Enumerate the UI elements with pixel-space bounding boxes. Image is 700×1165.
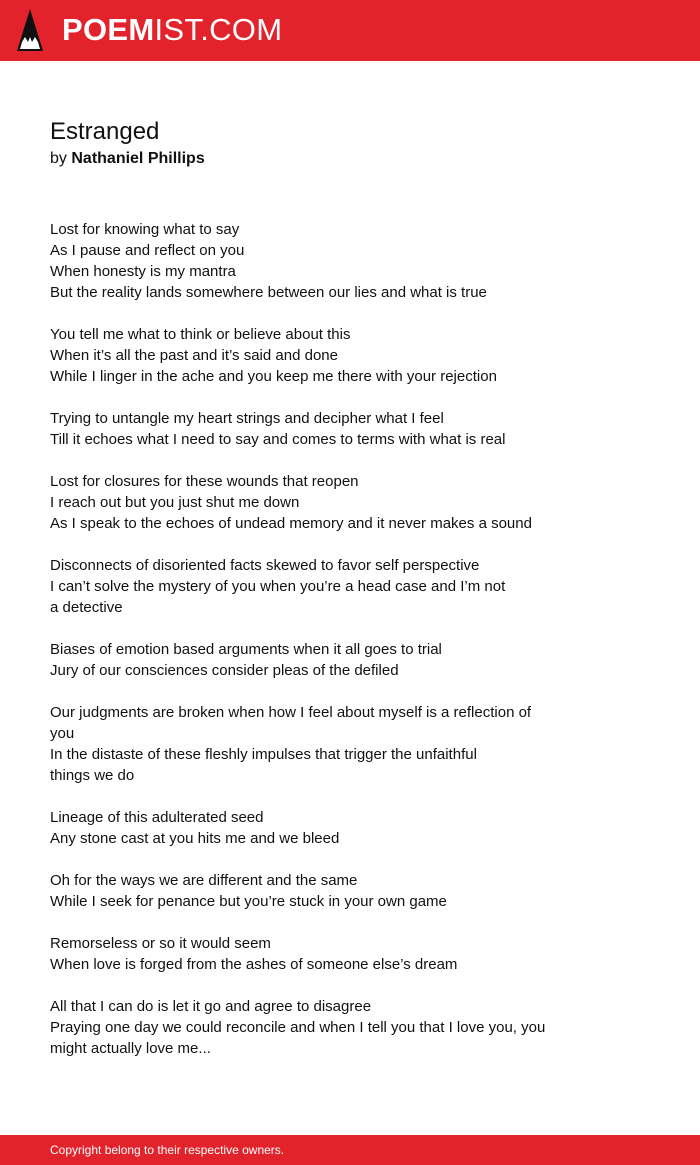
poem-stanza xyxy=(50,996,610,1059)
poem-line: While I linger in the ache and you keep me there with your rejection xyxy=(50,368,497,385)
poem-line: Till it echoes what I need to say and comes to terms with what is real xyxy=(50,431,506,448)
poem-line: a detective xyxy=(50,599,123,616)
poem-line: Remorseless or so it would seem xyxy=(50,935,271,952)
poem-line: Trying to untangle my heart strings and decipher what I feel xyxy=(50,410,444,427)
poem-line: As I speak to the echoes of undead memory and it never makes a sound xyxy=(50,515,532,532)
poem-author: Nathaniel Phillips xyxy=(71,150,205,167)
logo-bold-text: POEM xyxy=(62,12,155,47)
poem-body xyxy=(50,219,610,1080)
site-logo[interactable] xyxy=(62,12,282,48)
poem-stanza xyxy=(50,702,610,786)
poem-line: things we do xyxy=(50,767,135,784)
poem-line: might actually love me... xyxy=(50,1040,211,1057)
poem-line: Praying one day we could reconcile and when I tell you that I love you, you xyxy=(50,1019,546,1036)
poem-stanza xyxy=(50,471,610,534)
poem-byline xyxy=(50,149,205,169)
poem-line: you xyxy=(50,725,75,742)
poem-line: Our judgments are broken when how I feel about myself is a reflection of xyxy=(50,704,532,721)
logo-light-text: IST.COM xyxy=(154,12,283,47)
poem-line: Any stone cast at you hits me and we bleed xyxy=(50,830,340,847)
poem-line: I reach out but you just shut me down xyxy=(50,494,300,511)
poem-line: When honesty is my mantra xyxy=(50,263,236,280)
poem-stanza xyxy=(50,870,610,912)
poem-line: But the reality lands somewhere between our lies and what is true xyxy=(50,284,487,301)
poem-line: All that I can do is let it go and agree to disagree xyxy=(50,998,372,1015)
poem-line: Lost for closures for these wounds that reopen xyxy=(50,473,359,490)
poem-line: I can’t solve the mystery of you when you’re a head case and I’m not xyxy=(50,578,506,595)
poem-line: Jury of our consciences consider pleas of the defiled xyxy=(50,662,399,679)
poem-line: When love is forged from the ashes of someone else’s dream xyxy=(50,956,458,973)
poem-stanza xyxy=(50,933,610,975)
pencil-tip-icon[interactable] xyxy=(17,9,43,51)
poem-stanza xyxy=(50,639,610,681)
poem-stanza xyxy=(50,219,610,303)
poem-title: Estranged xyxy=(50,118,160,145)
poem-line: As I pause and reflect on you xyxy=(50,242,245,259)
poem-stanza xyxy=(50,408,610,450)
poem-line: Lost for knowing what to say xyxy=(50,221,240,238)
poem-stanza xyxy=(50,807,610,849)
copyright-text: Copyright belong to their respective owners. xyxy=(50,1143,285,1157)
poem-stanza xyxy=(50,324,610,387)
poem-line: Lineage of this adulterated seed xyxy=(50,809,264,826)
poem-line: Oh for the ways we are different and the same xyxy=(50,872,358,889)
poem-line: You tell me what to think or believe about this xyxy=(50,326,351,343)
poem-line: While I seek for penance but you’re stuck in your own game xyxy=(50,893,447,910)
by-label: by xyxy=(50,150,67,167)
poem-line: In the distaste of these fleshly impulses that trigger the unfaithful xyxy=(50,746,477,763)
poem-line: Biases of emotion based arguments when it all goes to trial xyxy=(50,641,442,658)
poem-line: Disconnects of disoriented facts skewed to favor self perspective xyxy=(50,557,480,574)
site-footer xyxy=(0,1135,700,1165)
site-header xyxy=(0,0,700,61)
poem-stanza xyxy=(50,555,610,618)
poem-line: When it’s all the past and it’s said and done xyxy=(50,347,338,364)
